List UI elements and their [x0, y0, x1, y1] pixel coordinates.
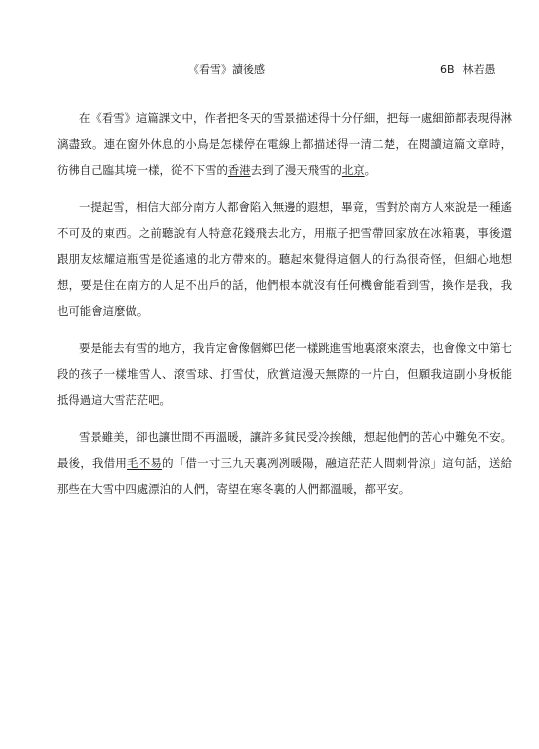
- paragraph-4-text-b: 的「借一寸三九天裏冽冽暖陽，融這茫茫人間刺骨涼」這句話，送給那些在大雪中四處漂泊的人們，寄望在寒冬裏的人們都溫暖，都平安。: [57, 456, 512, 496]
- paragraph-1: [57, 105, 512, 183]
- essay-title: 《看雪》讀後感: [188, 63, 265, 76]
- document-header: [0, 62, 539, 78]
- paragraph-1-text-b: 去到了漫天飛雪的: [250, 163, 342, 177]
- paragraph-4: [57, 424, 512, 502]
- paragraph-2: 一提起雪，相信大部分南方人都會陷入無邊的遐想，畢竟，雪對於南方人來說是一種遙不可及的東西。之前聽說有人特意花錢飛去北方，用瓶子把雪帶回家放在冰箱裏，事後還跟朋友炫耀這瓶雪是從遙遠的北方帶來的。聽起來覺得這個人的行為很奇怪，但細心地想想，要是住在南方的人足不出戶的話，他們根本就沒有任何機會能看到雪，換作是我，我也可能會這麼做。: [57, 200, 512, 318]
- class-label: 6B: [440, 63, 455, 76]
- paragraph-1-text-c: 。: [364, 163, 377, 177]
- author-name: 林若愚: [462, 63, 496, 76]
- essay-body: [57, 105, 512, 513]
- author-info: [440, 62, 496, 78]
- place-name-beijing: 北京: [341, 163, 365, 177]
- paragraph-1-text-a: 在《看雪》這篇課文中，作者把冬天的雪景描述得十分仔細，把每一處細節都表現得淋漓盡致。連在窗外休息的小鳥是怎樣停在電線上都描述得一清二楚，在閱讀這篇文章時，彷彿自己臨其境一樣，從不下雪的: [57, 111, 512, 177]
- person-name-mao-buyi: 毛不易: [127, 456, 163, 470]
- place-name-hongkong: 香港: [227, 163, 251, 177]
- paragraph-3: 要是能去有雪的地方，我肯定會像個鄉巴佬一樣跳進雪地裏滾來滾去，也會像文中第七段的孩子一樣堆雪人、滾雪球、打雪仗，欣賞這漫天無際的一片白，但願我這副小身板能抵得過這大雪茫茫吧。: [57, 341, 512, 407]
- paragraph-4-text-a: 雪景雖美，卻也讓世間不再溫暖，讓許多貧民受冷挨餓，想起他們的苦心中難免不安。最後，我借用: [57, 430, 512, 470]
